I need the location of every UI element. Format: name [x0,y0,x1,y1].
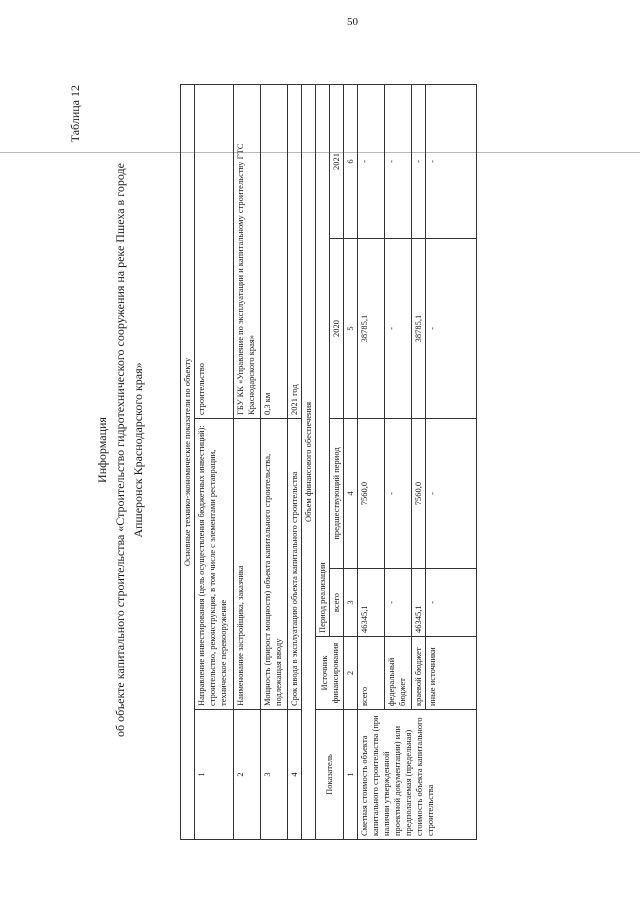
rotated-document [62,55,622,845]
row-value: 0,3 км [261,84,288,418]
col-num: 6 [344,84,358,238]
source-cell: краевой бюджет [412,637,426,710]
table-label: Таблица 12 [68,85,82,143]
row-number: 4 [288,710,302,840]
col-num: 3 [344,569,358,637]
col-2021: 2021 [330,84,344,238]
source-cell: всего [358,637,385,710]
prev-cell: - [385,419,412,569]
total-cell: - [426,569,477,637]
y2021-cell: - [426,84,477,238]
indicator-cell: Сметная стоимость объекта капитального строительства (при наличии утвержденной проектной документации) или предполагаемая (предельная) стоимость объекта капитального строительства [358,710,477,840]
section-header-row [181,84,195,839]
col-num: 1 [344,710,358,840]
col-source: Источник финансирования [316,637,344,710]
y2020-cell: - [426,239,477,419]
table-row [195,84,234,839]
doc-title: Информация [95,417,109,483]
finance-header-row [302,84,316,839]
col-prev: предшествующий период [330,419,344,569]
row-number: 2 [234,710,261,840]
col-2020: 2020 [330,239,344,419]
col-num: 5 [344,239,358,419]
y2020-cell: - [385,239,412,419]
prev-cell: 7560,0 [358,419,385,569]
doc-subtitle-2: Апшеронск Краснодарского края» [131,362,145,538]
row-label: Направление инвестирования (цель осуществления бюджетных инвестиций): строительство, реконструкция, в том числе с элементами реставрации, техническое перевооружение [195,419,234,710]
y2021-cell: - [358,84,385,238]
y2020-cell: 38785,1 [412,239,426,419]
table-row [288,84,302,839]
y2020-cell: 38785,1 [358,239,385,419]
row-number: 3 [261,710,288,840]
col-num: 4 [344,419,358,569]
row-label: Срок ввода в эксплуатацию объекта капитального строительства [288,419,302,710]
section-header: Основные технико-экономические показатели по объекту [181,84,195,839]
source-cell: иные источники [426,637,477,710]
y2021-cell: - [412,84,426,238]
page-number: 50 [347,16,358,28]
total-cell: - [385,569,412,637]
row-number: 1 [195,710,234,840]
prev-cell: 7560,0 [412,419,426,569]
col-indicator: Показатель [316,710,344,840]
row-label: Наименование застройщика, заказчика [234,419,261,710]
row-value: 2021 год [288,84,302,418]
col-total: всего [330,569,344,637]
finance-row [358,84,385,839]
prev-cell: - [426,419,477,569]
info-table [180,84,477,840]
row-value: ГБУ КК «Управление по эксплуатации и капитальному строительству ГТС Краснодарского края» [234,84,261,418]
finance-columns-row [316,84,330,839]
source-cell: федеральный бюджет [385,637,412,710]
total-cell: 46345,1 [358,569,385,637]
col-period: Период реализации [316,84,330,636]
column-numbers-row [344,84,358,839]
y2021-cell: - [385,84,412,238]
finance-header: Объем финансового обеспечения [302,84,316,839]
row-value: строительство [195,84,234,418]
table-row [234,84,261,839]
col-num: 2 [344,637,358,710]
table-row [261,84,288,839]
row-label: Мощность (прирост мощности) объекта капитального строительства, подлежащая вводу [261,419,288,710]
total-cell: 46345,1 [412,569,426,637]
doc-subtitle: об объекте капитального строительства «Строительство гидротехнического сооружения на реке Пшеха в городе [113,163,127,737]
